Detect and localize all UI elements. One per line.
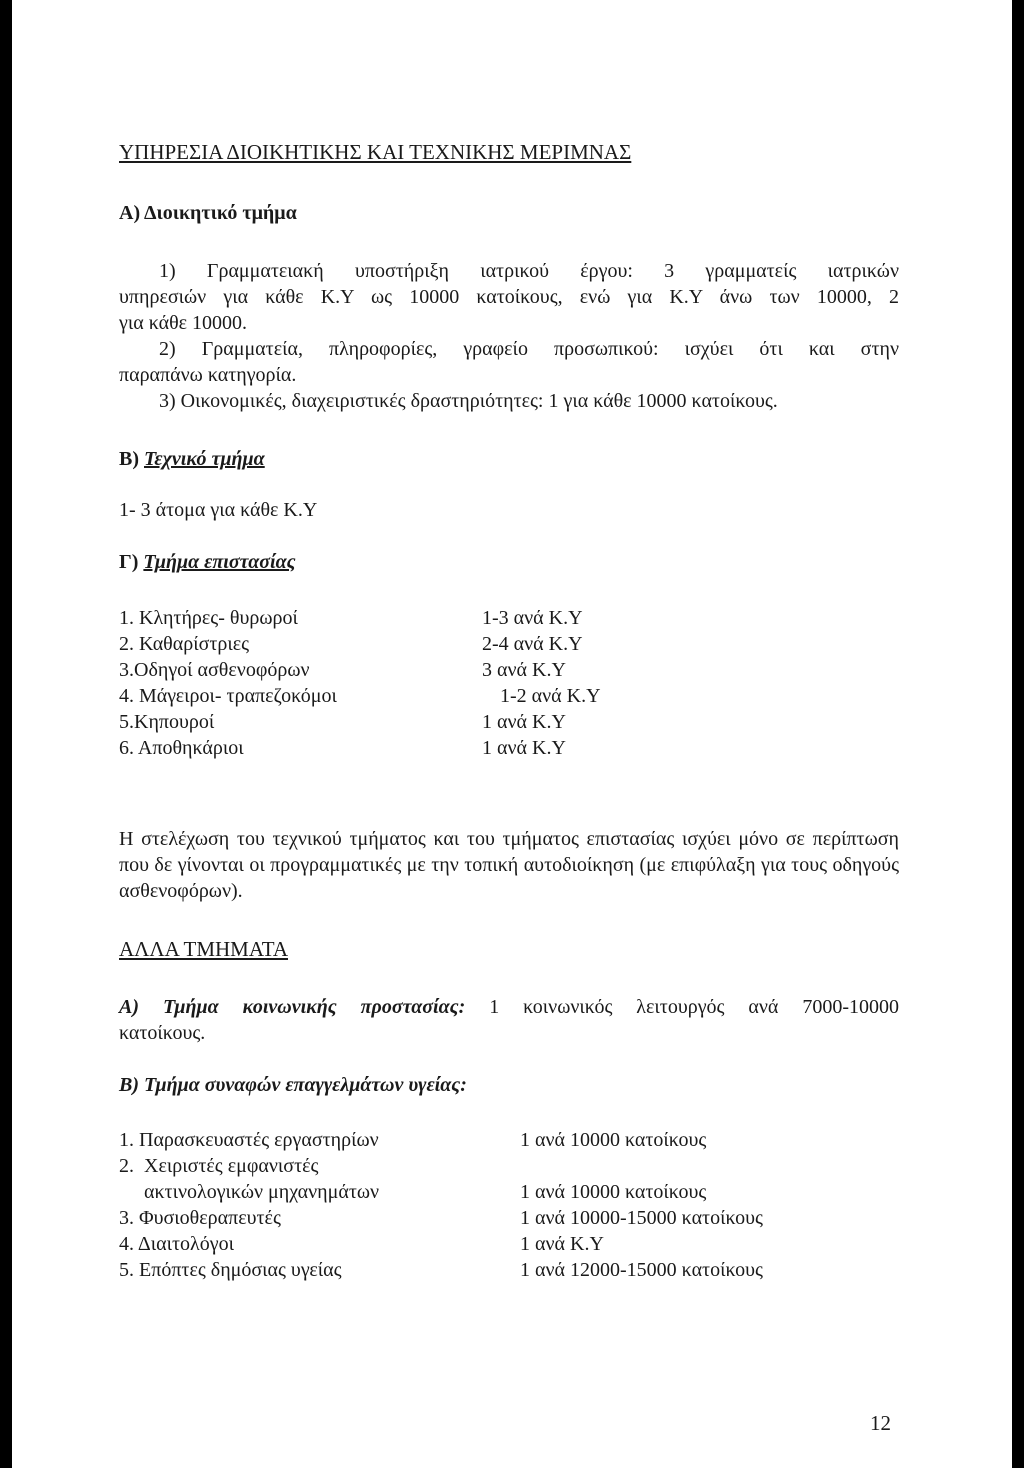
list-item-label: 1. Κλητήρες- θυρωροί [119,607,298,629]
list-item-label: ακτινολογικών μηχανημάτων [119,1181,380,1203]
list-item-label: 4. Μάγειροι- τραπεζοκόμοι [119,685,337,707]
list-item-value: 1-2 ανά Κ.Υ [500,685,601,707]
list-item-value: 1 ανά 10000 κατοίκους [520,1181,707,1203]
list-item-label: 3.Οδηγοί ασθενοφόρων [119,659,310,681]
paragraph-line: για κάθε 10000. [119,312,248,334]
heading-prefix: Γ) [119,551,144,573]
list-item-value: 1 ανά Κ.Υ [482,711,566,733]
paragraph-line: υπηρεσιών για κάθε Κ.Υ ως 10000 κατοίκους, ενώ για Κ.Υ άνω των 10000, 2 [119,286,899,308]
document-page [12,0,1012,1468]
paragraph-line: 2) Γραμματεία, πληροφορίες, γραφείο προσωπικού: ισχύει ότι και στην [159,338,899,360]
list-item-value: 1 ανά Κ.Υ [482,737,566,759]
list-item-label: 5. Επόπτες δημόσιας υγείας [119,1259,342,1281]
page-number: 12 [870,1411,891,1435]
list-item-label: 6. Αποθηκάριοι [119,737,244,759]
list-item-value: 1 ανά 10000-15000 κατοίκους [520,1207,763,1229]
subsection-a-heading: Α) Διοικητικό τμήμα [119,202,297,224]
paragraph-line: κατοίκους. [119,1022,206,1044]
subsection-c-heading [119,549,296,575]
heading-prefix: Β) [119,448,144,470]
paragraph-line: 1) Γραμματειακή υποστήριξη ιατρικού έργου: 3 γραμματείς ιατρικών [159,260,899,282]
list-item-label: 4. Διαιτολόγοι [119,1233,234,1255]
list-item-value: 1 ανά 12000-15000 κατοίκους [520,1259,763,1281]
section-title: ΥΠΗΡΕΣΙΑ ΔΙΟΙΚΗΤΙΚΗΣ ΚΑΙ ΤΕΧΝΙΚΗΣ ΜΕΡΙΜΝΑΣ [119,140,632,164]
list-item-label: 2. Καθαρίστριες [119,633,250,655]
subsection-a-line [119,994,899,1020]
section-title: ΑΛΛΑ ΤΜΗΜΑΤΑ [119,937,289,961]
paragraph-line: 3) Οικονομικές, διαχειριστικές δραστηριότητες: 1 για κάθε 10000 κατοίκους. [159,390,778,412]
heading-text: Τμήμα επιστασίας [143,551,296,573]
list-item-value: 1-3 ανά Κ.Υ [482,607,583,629]
paragraph-line: παραπάνω κατηγορία. [119,364,297,386]
list-item-label: 2. Χειριστές εμφανιστές [119,1155,319,1177]
heading-text: Τεχνικό τμήμα [144,448,265,470]
list-item-label: 1. Παρασκευαστές εργαστηρίων [119,1129,379,1151]
list-item-label: 3. Φυσιοθεραπευτές [119,1207,281,1229]
list-item-label: 5.Κηπουροί [119,711,215,733]
subsection-b-heading [119,446,265,472]
list-item-value: 1 ανά 10000 κατοίκους [520,1129,707,1151]
note-paragraph: Η στελέχωση του τεχνικού τμήματος και του τμήματος επιστασίας ισχύει μόνο σε περίπτωση που δε γίνονται οι προγραμματικές με την τοπική αυτοδιοίκηση (με επιφύλαξη για τους οδηγούς ασθενοφόρων). [119,828,899,902]
subsection-a-text: 1 κοινωνικός λειτουργός ανά 7000-10000 [465,996,899,1018]
subsection-b-heading: Β) Τμήμα συναφών επαγγελμάτων υγείας: [119,1074,467,1096]
list-item-value: 1 ανά Κ.Υ [520,1233,604,1255]
paragraph-line: 1- 3 άτομα για κάθε Κ.Υ [119,499,318,521]
list-item-value: 3 ανά Κ.Υ [482,659,566,681]
list-item-value: 2-4 ανά Κ.Υ [482,633,583,655]
subsection-a-heading: Α) Τμήμα κοινωνικής προστασίας: [119,996,466,1018]
